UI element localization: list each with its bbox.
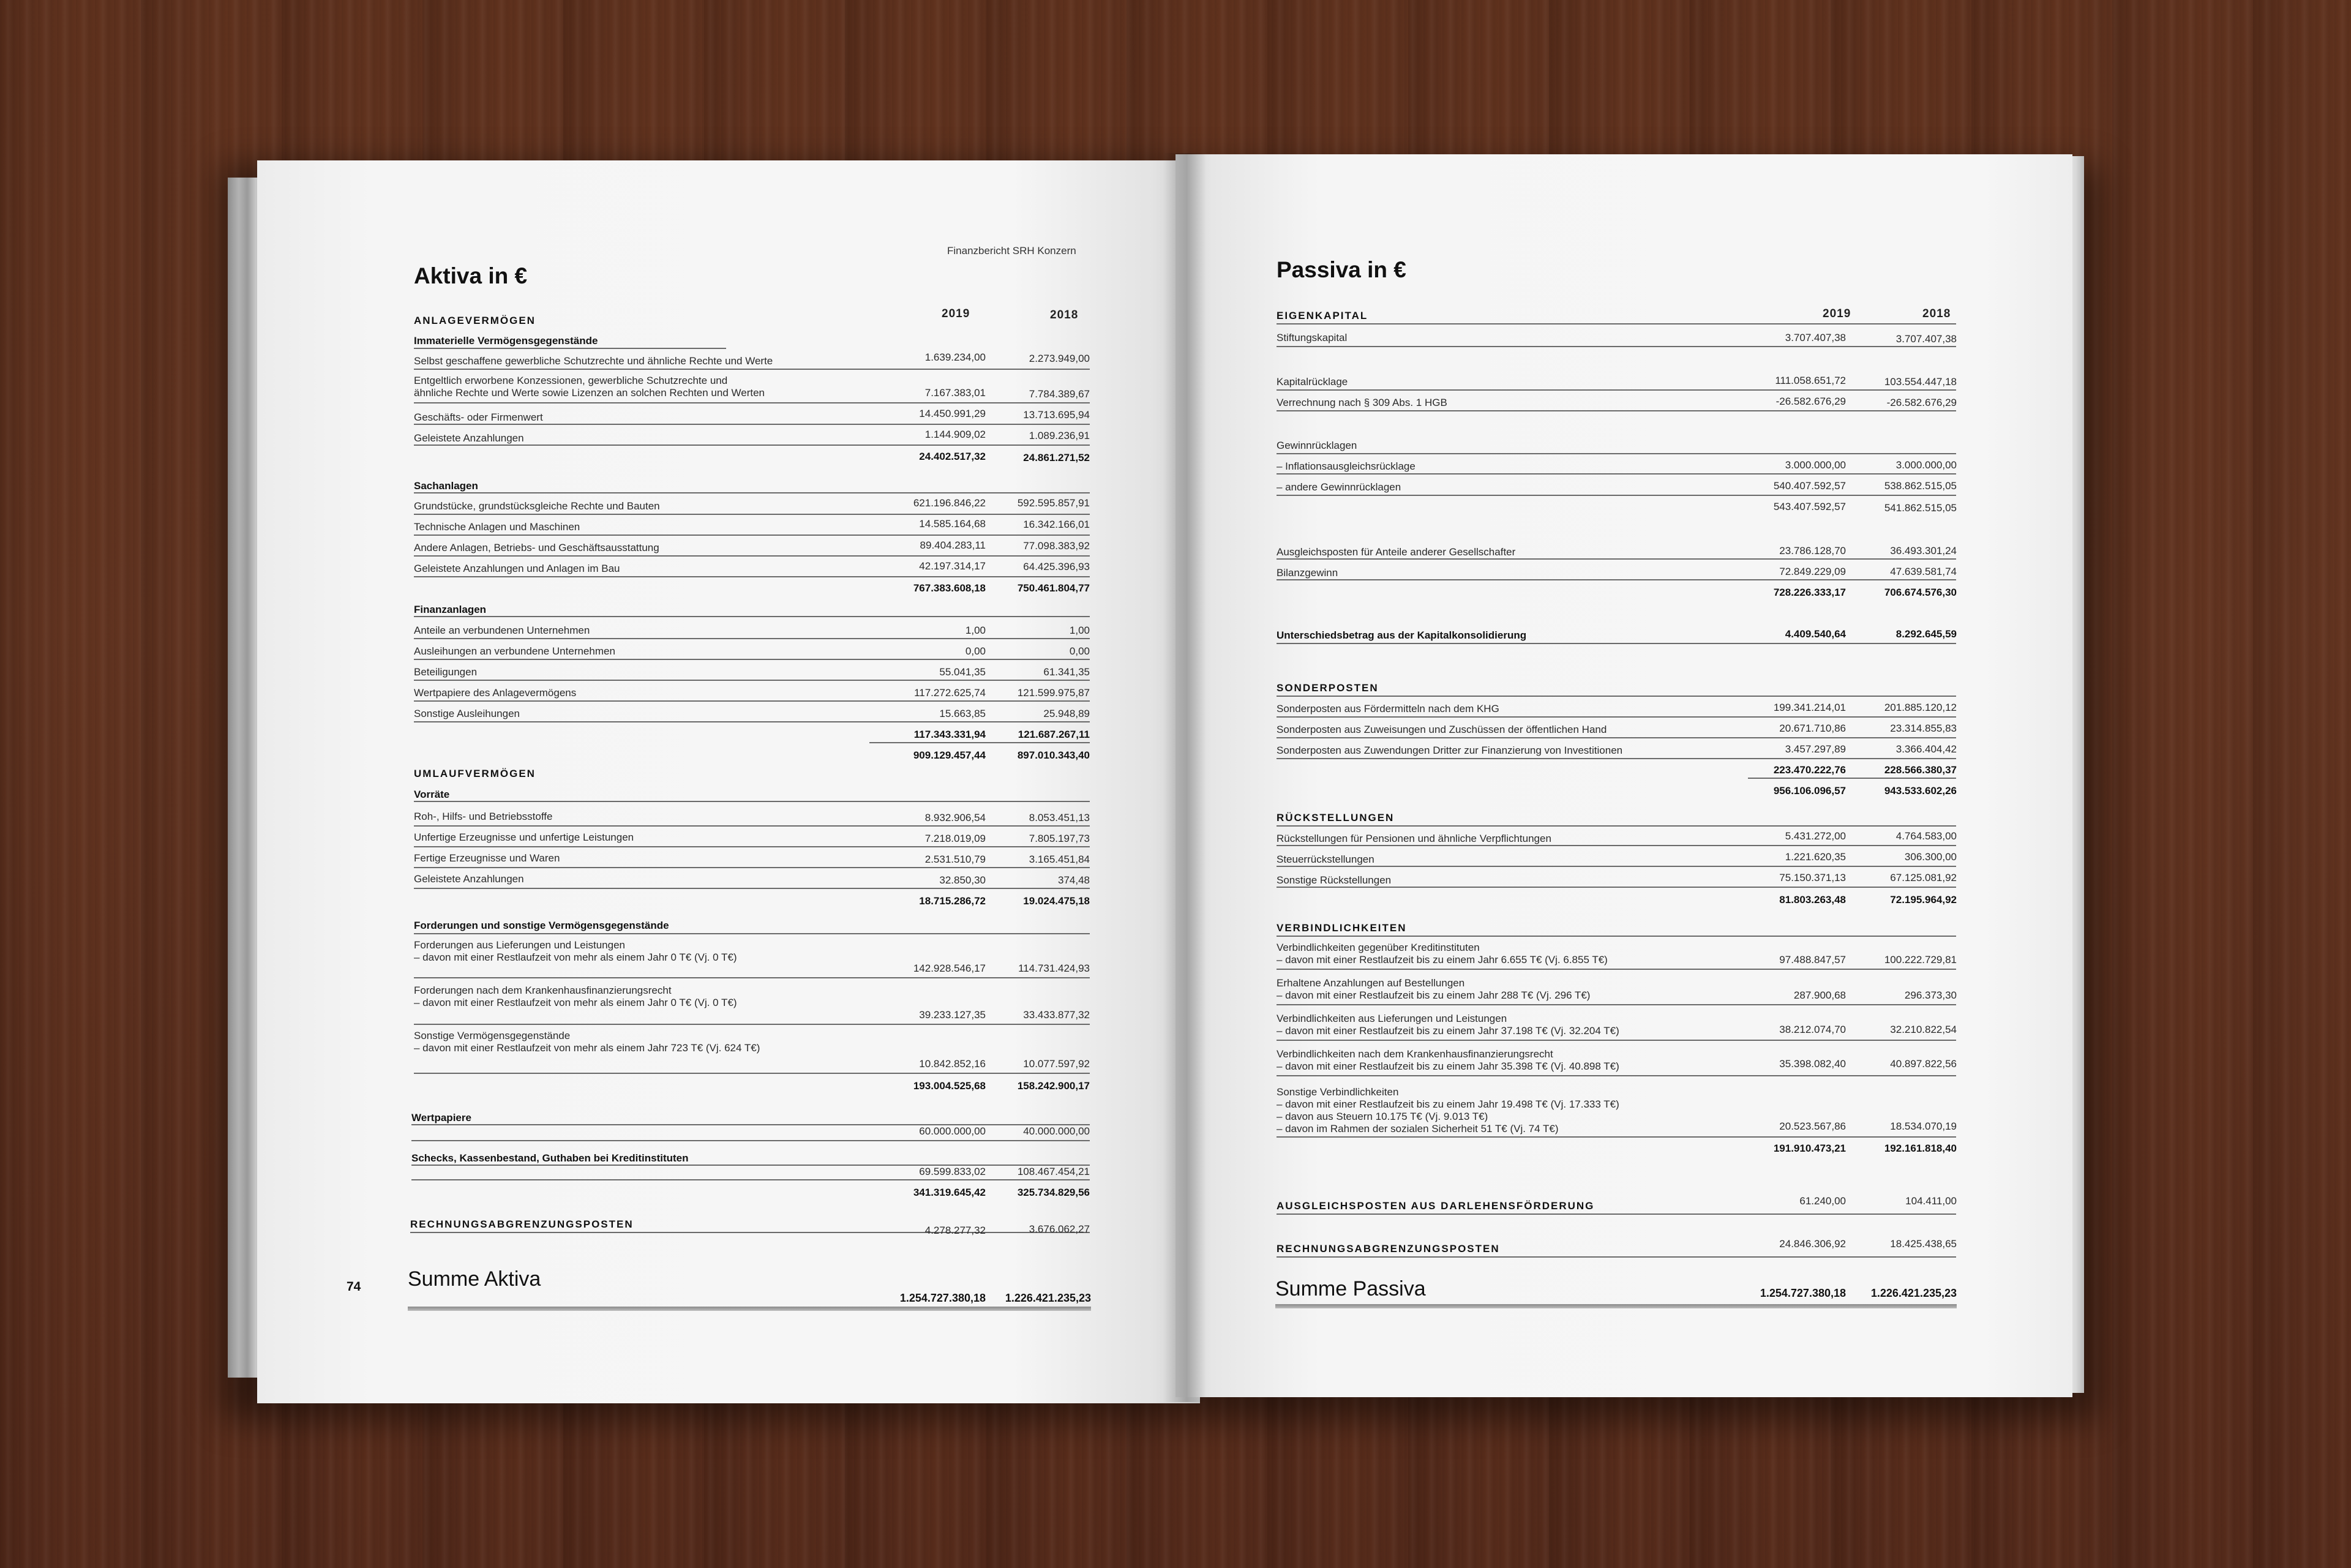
value-2019: 3.457.297,89	[1785, 743, 1846, 755]
value-2019: 20.671.710,86	[1779, 722, 1846, 734]
value-2018: 67.125.081,92	[1890, 872, 1957, 883]
value-2018: 201.885.120,12	[1884, 702, 1957, 713]
subtotal-2019: 81.803.263,48	[1779, 894, 1846, 906]
value-2018: 108.467.454,21	[1017, 1166, 1090, 1177]
value-2018: 114.731.424,93	[1018, 962, 1090, 974]
row-label: Sonderposten aus Fördermitteln nach dem KHG	[1277, 703, 1499, 715]
value-2019: 20.523.567,86	[1779, 1120, 1846, 1132]
value-2018: 33.433.877,32	[1023, 1009, 1090, 1021]
value-2018: 3.165.451,84	[1029, 853, 1090, 865]
value-2018: 47.639.581,74	[1890, 566, 1957, 577]
year-2019: 2019	[1823, 307, 1851, 320]
value-2019: 1.144.909,02	[924, 429, 986, 440]
row-unterschiedsbetrag: Unterschiedsbetrag aus der Kapitalkonsolidierung	[1277, 629, 1527, 641]
row-label: Sonstige Vermögensgegenstände	[414, 1030, 571, 1041]
running-head: Finanzbericht SRH Konzern	[947, 245, 1076, 257]
section-umlaufvermoegen: UMLAUFVERMÖGEN	[414, 768, 536, 779]
value-2019: 0,00	[965, 645, 986, 657]
year-2018: 2018	[1050, 309, 1079, 321]
row-label-note: – davon mit einer Restlaufzeit von mehr als einem Jahr 0 T€ (Vj. 0 T€)	[414, 951, 737, 963]
row-label-cont: ähnliche Rechte und Werte sowie Lizenzen an solchen Rechten und Werten	[414, 387, 765, 399]
value-2019: -26.582.676,29	[1775, 396, 1846, 407]
value-2018: 0,00	[1069, 645, 1090, 657]
row-label-note: – davon aus Steuern 10.175 T€ (Vj. 9.013 T€)	[1277, 1111, 1488, 1122]
row-label: – andere Gewinnrücklagen	[1277, 481, 1401, 493]
value-2019: 72.849.229,09	[1779, 566, 1846, 577]
value-2018: 2.273.949,00	[1029, 353, 1090, 364]
value-2019: 7.167.383,01	[924, 387, 986, 399]
subtotal-2019: 223.470.222,76	[1773, 764, 1846, 776]
value-2019: 4.278.277,32	[924, 1225, 986, 1236]
row-label: Verrechnung nach § 309 Abs. 1 HGB	[1277, 397, 1447, 408]
row-label: Erhaltene Anzahlungen auf Bestellungen	[1277, 977, 1465, 989]
section-rap-aktiva: RECHNUNGSABGRENZUNGSPOSTEN	[410, 1218, 634, 1230]
row-label: Gewinnrücklagen	[1277, 440, 1357, 451]
subtotal-2018: 750.461.804,77	[1017, 582, 1090, 594]
subsection-forderungen: Forderungen und sonstige Vermögensgegenstände	[414, 920, 669, 931]
subsection-sachanlagen: Sachanlagen	[414, 480, 478, 492]
value-2019: 14.585.164,68	[919, 518, 986, 530]
value-2018: 32.210.822,54	[1890, 1024, 1957, 1035]
row-label: Ausleihungen an verbundene Unternehmen	[414, 645, 615, 657]
value-2018: 23.314.855,83	[1890, 722, 1957, 734]
row-label: Fertige Erzeugnisse und Waren	[414, 852, 560, 864]
row-label: Grundstücke, grundstücksgleiche Rechte und Bauten	[414, 500, 660, 512]
value-2018: 13.713.695,94	[1023, 409, 1090, 421]
value-2019: 55.041,35	[939, 666, 986, 678]
row-label: Sonstige Verbindlichkeiten	[1277, 1086, 1399, 1098]
value-2018: 103.554.447,18	[1884, 376, 1957, 388]
total-anlage-2019: 909.129.457,44	[913, 749, 986, 761]
row-label-note: – davon mit einer Restlaufzeit bis zu einem Jahr 19.498 T€ (Vj. 17.333 T€)	[1277, 1098, 1619, 1110]
subtotal-2019: 18.715.286,72	[919, 895, 986, 907]
summe-passiva-2019: 1.254.727.380,18	[1760, 1287, 1846, 1299]
row-label: Rückstellungen für Pensionen und ähnliche Verpflichtungen	[1277, 833, 1551, 844]
subtotal-2019: 24.402.517,32	[919, 451, 986, 462]
row-label: Roh-, Hilfs- und Betriebsstoffe	[414, 811, 553, 822]
value-2019: 10.842.852,16	[919, 1058, 986, 1070]
value-2019: 35.398.082,40	[1779, 1058, 1846, 1070]
value-2018: 40.000.000,00	[1023, 1125, 1090, 1137]
subtotal-2018: 192.161.818,40	[1884, 1142, 1957, 1154]
value-2018: 1,00	[1069, 625, 1090, 636]
row-label-note: – davon mit einer Restlaufzeit von mehr als einem Jahr 723 T€ (Vj. 624 T€)	[414, 1042, 760, 1054]
value-2019: 97.488.847,57	[1779, 954, 1846, 966]
value-2018: 296.373,30	[1904, 989, 1957, 1001]
value-2019: 89.404.283,11	[920, 539, 986, 551]
section-sonderposten: SONDERPOSTEN	[1277, 682, 1379, 694]
row-label-note: – davon mit einer Restlaufzeit von mehr als einem Jahr 0 T€ (Vj. 0 T€)	[414, 997, 737, 1008]
row-label: Beteiligungen	[414, 666, 478, 678]
total-2018: 943.533.602,26	[1884, 785, 1957, 797]
row-label: Forderungen aus Lieferungen und Leistungen	[414, 939, 625, 951]
total-umlauf-2019: 341.319.645,42	[913, 1187, 986, 1198]
subtotal-2018: 228.566.380,37	[1884, 764, 1957, 776]
value-2018: -26.582.676,29	[1886, 397, 1957, 408]
row-label: Entgeltlich erworbene Konzessionen, gewerbliche Schutzrechte und	[414, 375, 728, 386]
value-2018: 40.897.822,56	[1890, 1058, 1957, 1070]
value-2019: 621.196.846,22	[913, 497, 986, 509]
subtotal-2018: 158.242.900,17	[1017, 1080, 1090, 1092]
value-2019: 4.409.540,64	[1785, 628, 1846, 640]
summe-passiva-2018: 1.226.421.235,23	[1870, 1287, 1957, 1299]
row-label-note: – davon mit einer Restlaufzeit bis zu einem Jahr 6.655 T€ (Vj. 6.855 T€)	[1277, 954, 1608, 966]
section-anlagevermoegen: ANLAGEVERMÖGEN	[414, 315, 536, 326]
value-2018: 36.493.301,24	[1890, 545, 1957, 557]
section-ausgleichsposten-darlehen: AUSGLEICHSPOSTEN AUS DARLEHENSFÖRDERUNG	[1277, 1200, 1595, 1212]
value-2018: 3.707.407,38	[1895, 333, 1957, 345]
value-2018: 8.292.645,59	[1895, 628, 1957, 640]
row-label: Wertpapiere des Anlagevermögens	[414, 687, 577, 699]
value-2019: 3.707.407,38	[1785, 332, 1846, 343]
summe-aktiva-2019: 1.254.727.380,18	[899, 1292, 986, 1304]
subtotal-2018: 19.024.475,18	[1023, 895, 1090, 907]
page-title-aktiva: Aktiva in €	[414, 263, 528, 288]
value-2019: 117.272.625,74	[914, 687, 986, 699]
value-2018: 10.077.597,92	[1023, 1058, 1090, 1070]
subtotal-2018: 24.861.271,52	[1023, 452, 1090, 463]
section-rap-passiva: RECHNUNGSABGRENZUNGSPOSTEN	[1277, 1243, 1500, 1255]
value-2019: 23.786.128,70	[1779, 545, 1846, 557]
row-label: Anteile an verbundenen Unternehmen	[414, 625, 590, 636]
row-label: Geleistete Anzahlungen	[414, 873, 524, 885]
row-label: Verbindlichkeiten nach dem Krankenhausfinanzierungsrecht	[1277, 1048, 1553, 1060]
subtotal-2019: 117.343.331,94	[913, 729, 986, 740]
row-label: Sonderposten aus Zuweisungen und Zuschüssen der öffentlichen Hand	[1277, 724, 1607, 735]
year-2018: 2018	[1922, 307, 1951, 320]
value-2018: 3.000.000,00	[1895, 459, 1957, 471]
row-label: Sonderposten aus Zuwendungen Dritter zur Finanzierung von Investitionen	[1277, 745, 1623, 756]
value-2018: 8.053.451,13	[1029, 812, 1090, 823]
book-gutter	[1163, 153, 1206, 1402]
value-2018: 121.599.975,87	[1017, 687, 1090, 699]
right-page	[1176, 154, 2072, 1397]
value-2018: 25.948,89	[1043, 708, 1090, 719]
subtotal-2018: 706.674.576,30	[1884, 587, 1957, 598]
value-2018: 4.764.583,00	[1895, 830, 1957, 842]
value-2019: 540.407.592,57	[1773, 480, 1846, 492]
row-label: Technische Anlagen und Maschinen	[414, 521, 580, 533]
value-2019: 5.431.272,00	[1785, 830, 1846, 842]
value-2019: 75.150.371,13	[1779, 872, 1846, 883]
total-umlauf-2018: 325.734.829,56	[1017, 1187, 1090, 1198]
subtotal-2018: 541.862.515,05	[1884, 502, 1957, 514]
row-label: Geschäfts- oder Firmenwert	[414, 411, 543, 423]
section-verbindlichkeiten: VERBINDLICHKEITEN	[1277, 922, 1407, 934]
value-2019: 142.928.546,17	[913, 962, 986, 974]
value-2019: 60.000.000,00	[919, 1125, 986, 1137]
row-label: Sonstige Ausleihungen	[414, 708, 520, 719]
row-label: Geleistete Anzahlungen	[414, 432, 524, 444]
page-number: 74	[347, 1280, 361, 1294]
value-2018: 7.784.389,67	[1029, 388, 1090, 400]
value-2018: 18.425.438,65	[1890, 1238, 1957, 1250]
value-2019: 199.341.214,01	[1773, 702, 1846, 713]
value-2018: 3.366.404,42	[1895, 743, 1957, 755]
value-2018: 64.425.396,93	[1023, 561, 1090, 572]
row-label-note: – davon mit einer Restlaufzeit bis zu einem Jahr 37.198 T€ (Vj. 32.204 T€)	[1277, 1025, 1619, 1037]
value-2018: 16.342.166,01	[1023, 519, 1090, 530]
subtotal-2018: 121.687.267,11	[1018, 729, 1090, 740]
value-2019: 14.450.991,29	[919, 408, 986, 419]
value-2019: 7.218.019,09	[924, 833, 986, 844]
value-2018: 18.534.070,19	[1890, 1120, 1957, 1132]
subsection-vorraete: Vorräte	[414, 789, 450, 800]
subtotal-2019: 193.004.525,68	[913, 1080, 986, 1092]
subtotal-2019: 191.910.473,21	[1773, 1142, 1846, 1154]
subtotal-2019: 543.407.592,57	[1773, 501, 1846, 512]
page-title-passiva: Passiva in €	[1277, 257, 1406, 282]
subsection-schecks: Schecks, Kassenbestand, Guthaben bei Kreditinstituten	[411, 1152, 689, 1164]
summe-aktiva-label: Summe Aktiva	[408, 1267, 541, 1291]
total-anlage-2018: 897.010.343,40	[1017, 749, 1090, 761]
value-2019: 24.846.306,92	[1779, 1238, 1846, 1250]
value-2019: 287.900,68	[1793, 989, 1846, 1001]
row-label: – Inflationsausgleichsrücklage	[1277, 460, 1415, 472]
value-2018: 538.862.515,05	[1884, 480, 1957, 492]
subtotal-2018: 72.195.964,92	[1890, 894, 1957, 906]
value-2018: 374,48	[1058, 874, 1090, 886]
left-page	[257, 160, 1200, 1403]
value-2018: 3.676.062,27	[1029, 1223, 1090, 1235]
row-label-note: – davon mit einer Restlaufzeit bis zu einem Jahr 35.398 T€ (Vj. 40.898 T€)	[1277, 1060, 1619, 1072]
row-label: Verbindlichkeiten gegenüber Kreditinstituten	[1277, 942, 1480, 953]
row-label: Sonstige Rückstellungen	[1277, 874, 1392, 886]
section-eigenkapital: EIGENKAPITAL	[1277, 310, 1368, 321]
row-label: Forderungen nach dem Krankenhausfinanzierungsrecht	[414, 985, 672, 996]
total-2019: 956.106.096,57	[1773, 785, 1846, 797]
value-2018: 77.098.383,92	[1023, 540, 1090, 552]
row-label: Unfertige Erzeugnisse und unfertige Leistungen	[414, 831, 634, 843]
value-2018: 104.411,00	[1905, 1195, 1957, 1207]
value-2019: 15.663,85	[939, 708, 986, 719]
subsection-immaterielle: Immaterielle Vermögensgegenstände	[414, 335, 598, 347]
row-label: Kapitalrücklage	[1277, 376, 1348, 388]
value-2018: 1.089.236,91	[1029, 430, 1090, 441]
summe-passiva-label: Summe Passiva	[1275, 1277, 1426, 1300]
row-label: Bilanzgewinn	[1277, 567, 1338, 579]
value-2019: 39.233.127,35	[919, 1009, 986, 1021]
year-2019: 2019	[942, 307, 970, 320]
row-label: Stiftungskapital	[1277, 332, 1348, 343]
value-2019: 8.932.906,54	[924, 812, 986, 823]
value-2019: 42.197.314,17	[919, 560, 986, 572]
subtotal-2019: 767.383.608,18	[913, 582, 986, 594]
value-2019: 1.221.620,35	[1785, 851, 1846, 863]
row-label: Verbindlichkeiten aus Lieferungen und Leistungen	[1277, 1013, 1507, 1024]
value-2019: 69.599.833,02	[919, 1166, 986, 1177]
value-2019: 61.240,00	[1799, 1195, 1846, 1207]
value-2019: 1.639.234,00	[924, 351, 986, 363]
row-label-note: – davon im Rahmen der sozialen Sicherheit 51 T€ (Vj. 74 T€)	[1277, 1123, 1559, 1135]
value-2019: 3.000.000,00	[1785, 459, 1846, 471]
summe-aktiva-2018: 1.226.421.235,23	[1005, 1292, 1091, 1304]
subtotal-2019: 728.226.333,17	[1773, 587, 1846, 598]
value-2019: 2.531.510,79	[924, 853, 986, 865]
value-2018: 61.341,35	[1043, 666, 1090, 678]
row-label: Steuerrückstellungen	[1277, 853, 1374, 865]
subsection-wertpapiere: Wertpapiere	[411, 1112, 471, 1123]
value-2018: 100.222.729,81	[1884, 954, 1957, 966]
value-2019: 111.058.651,72	[1775, 375, 1846, 386]
value-2018: 306.300,00	[1904, 851, 1957, 863]
row-label: Selbst geschaffene gewerbliche Schutzrechte und ähnliche Rechte und Werte	[414, 355, 773, 367]
value-2019: 38.212.074,70	[1779, 1024, 1846, 1035]
value-2018: 592.595.857,91	[1017, 497, 1090, 509]
row-label: Ausgleichsposten für Anteile anderer Gesellschafter	[1277, 546, 1516, 558]
subsection-finanzanlagen: Finanzanlagen	[414, 604, 487, 615]
row-label: Geleistete Anzahlungen und Anlagen im Bau	[414, 563, 620, 574]
value-2019: 1,00	[965, 625, 986, 636]
value-2018: 7.805.197,73	[1029, 833, 1090, 844]
row-label-note: – davon mit einer Restlaufzeit bis zu einem Jahr 288 T€ (Vj. 296 T€)	[1277, 989, 1591, 1001]
value-2019: 32.850,30	[939, 874, 986, 886]
section-rueckstellungen: RÜCKSTELLUNGEN	[1277, 812, 1395, 823]
row-label: Andere Anlagen, Betriebs- und Geschäftsausstattung	[414, 542, 659, 553]
